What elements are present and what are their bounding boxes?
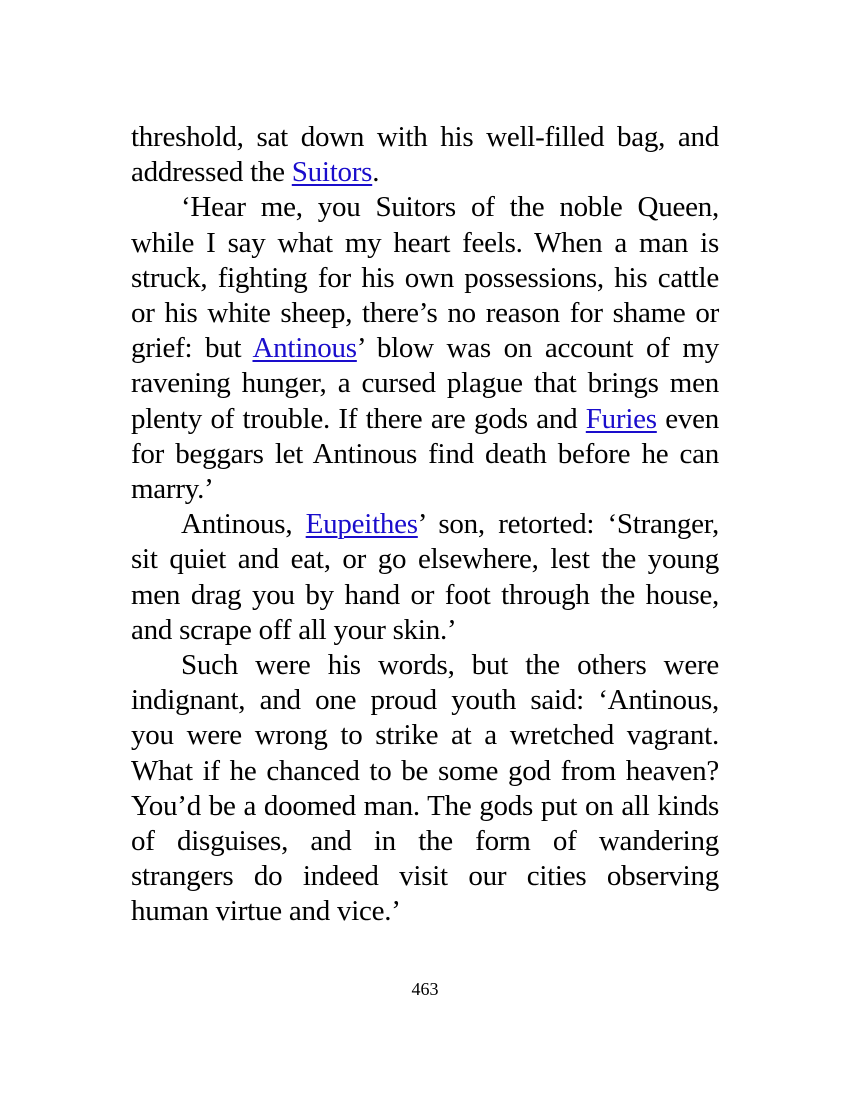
link-antinous[interactable]: Antinous bbox=[252, 332, 357, 365]
link-eupeithes[interactable]: Eupeithes bbox=[305, 508, 418, 541]
link-furies[interactable]: Furies bbox=[585, 402, 657, 435]
paragraph-4 bbox=[131, 648, 719, 930]
text-segment: ‘Hear me, you Suitors of the noble Queen, while I say what my heart feels. When a man is struck, fighting for his own possessions, his cattle or his white sheep, there’s no reason for shame or grief: but bbox=[131, 191, 719, 365]
text-segment: Antinous, bbox=[181, 508, 306, 541]
text-segment: Such were his words, but the others were indignant, and one proud youth said: ‘Antinous, you were wrong to strike at a wretched vagrant. What if he chanced to be some god from heaven? You’d be a doomed man. The gods put on all kinds of disguises, and in the form of wandering strangers do indeed visit our cities observing human virtue and vice.’ bbox=[131, 649, 719, 928]
text-segment: ’ son, retorted: ‘Stranger, sit quiet and eat, or go elsewhere, lest the young men drag you by hand or foot through the house, and scrape off all your skin.’ bbox=[131, 508, 720, 646]
text-segment: threshold, sat down with his well-filled bag, and addressed the bbox=[131, 121, 719, 189]
text-segment: . bbox=[372, 156, 380, 189]
link-suitors[interactable]: Suitors bbox=[291, 156, 373, 189]
body-text bbox=[131, 120, 719, 930]
paragraph-3 bbox=[131, 507, 719, 648]
paragraph-2 bbox=[131, 190, 719, 507]
page-number: 463 bbox=[411, 979, 439, 999]
text-segment: even for beggars let Antinous find death before he can marry.’ bbox=[131, 402, 719, 506]
text-segment: ’ blow was on account of my ravening hunger, a cursed plague that brings men plenty of trouble. If there are gods and bbox=[131, 332, 719, 435]
paragraph-1 bbox=[131, 120, 719, 190]
